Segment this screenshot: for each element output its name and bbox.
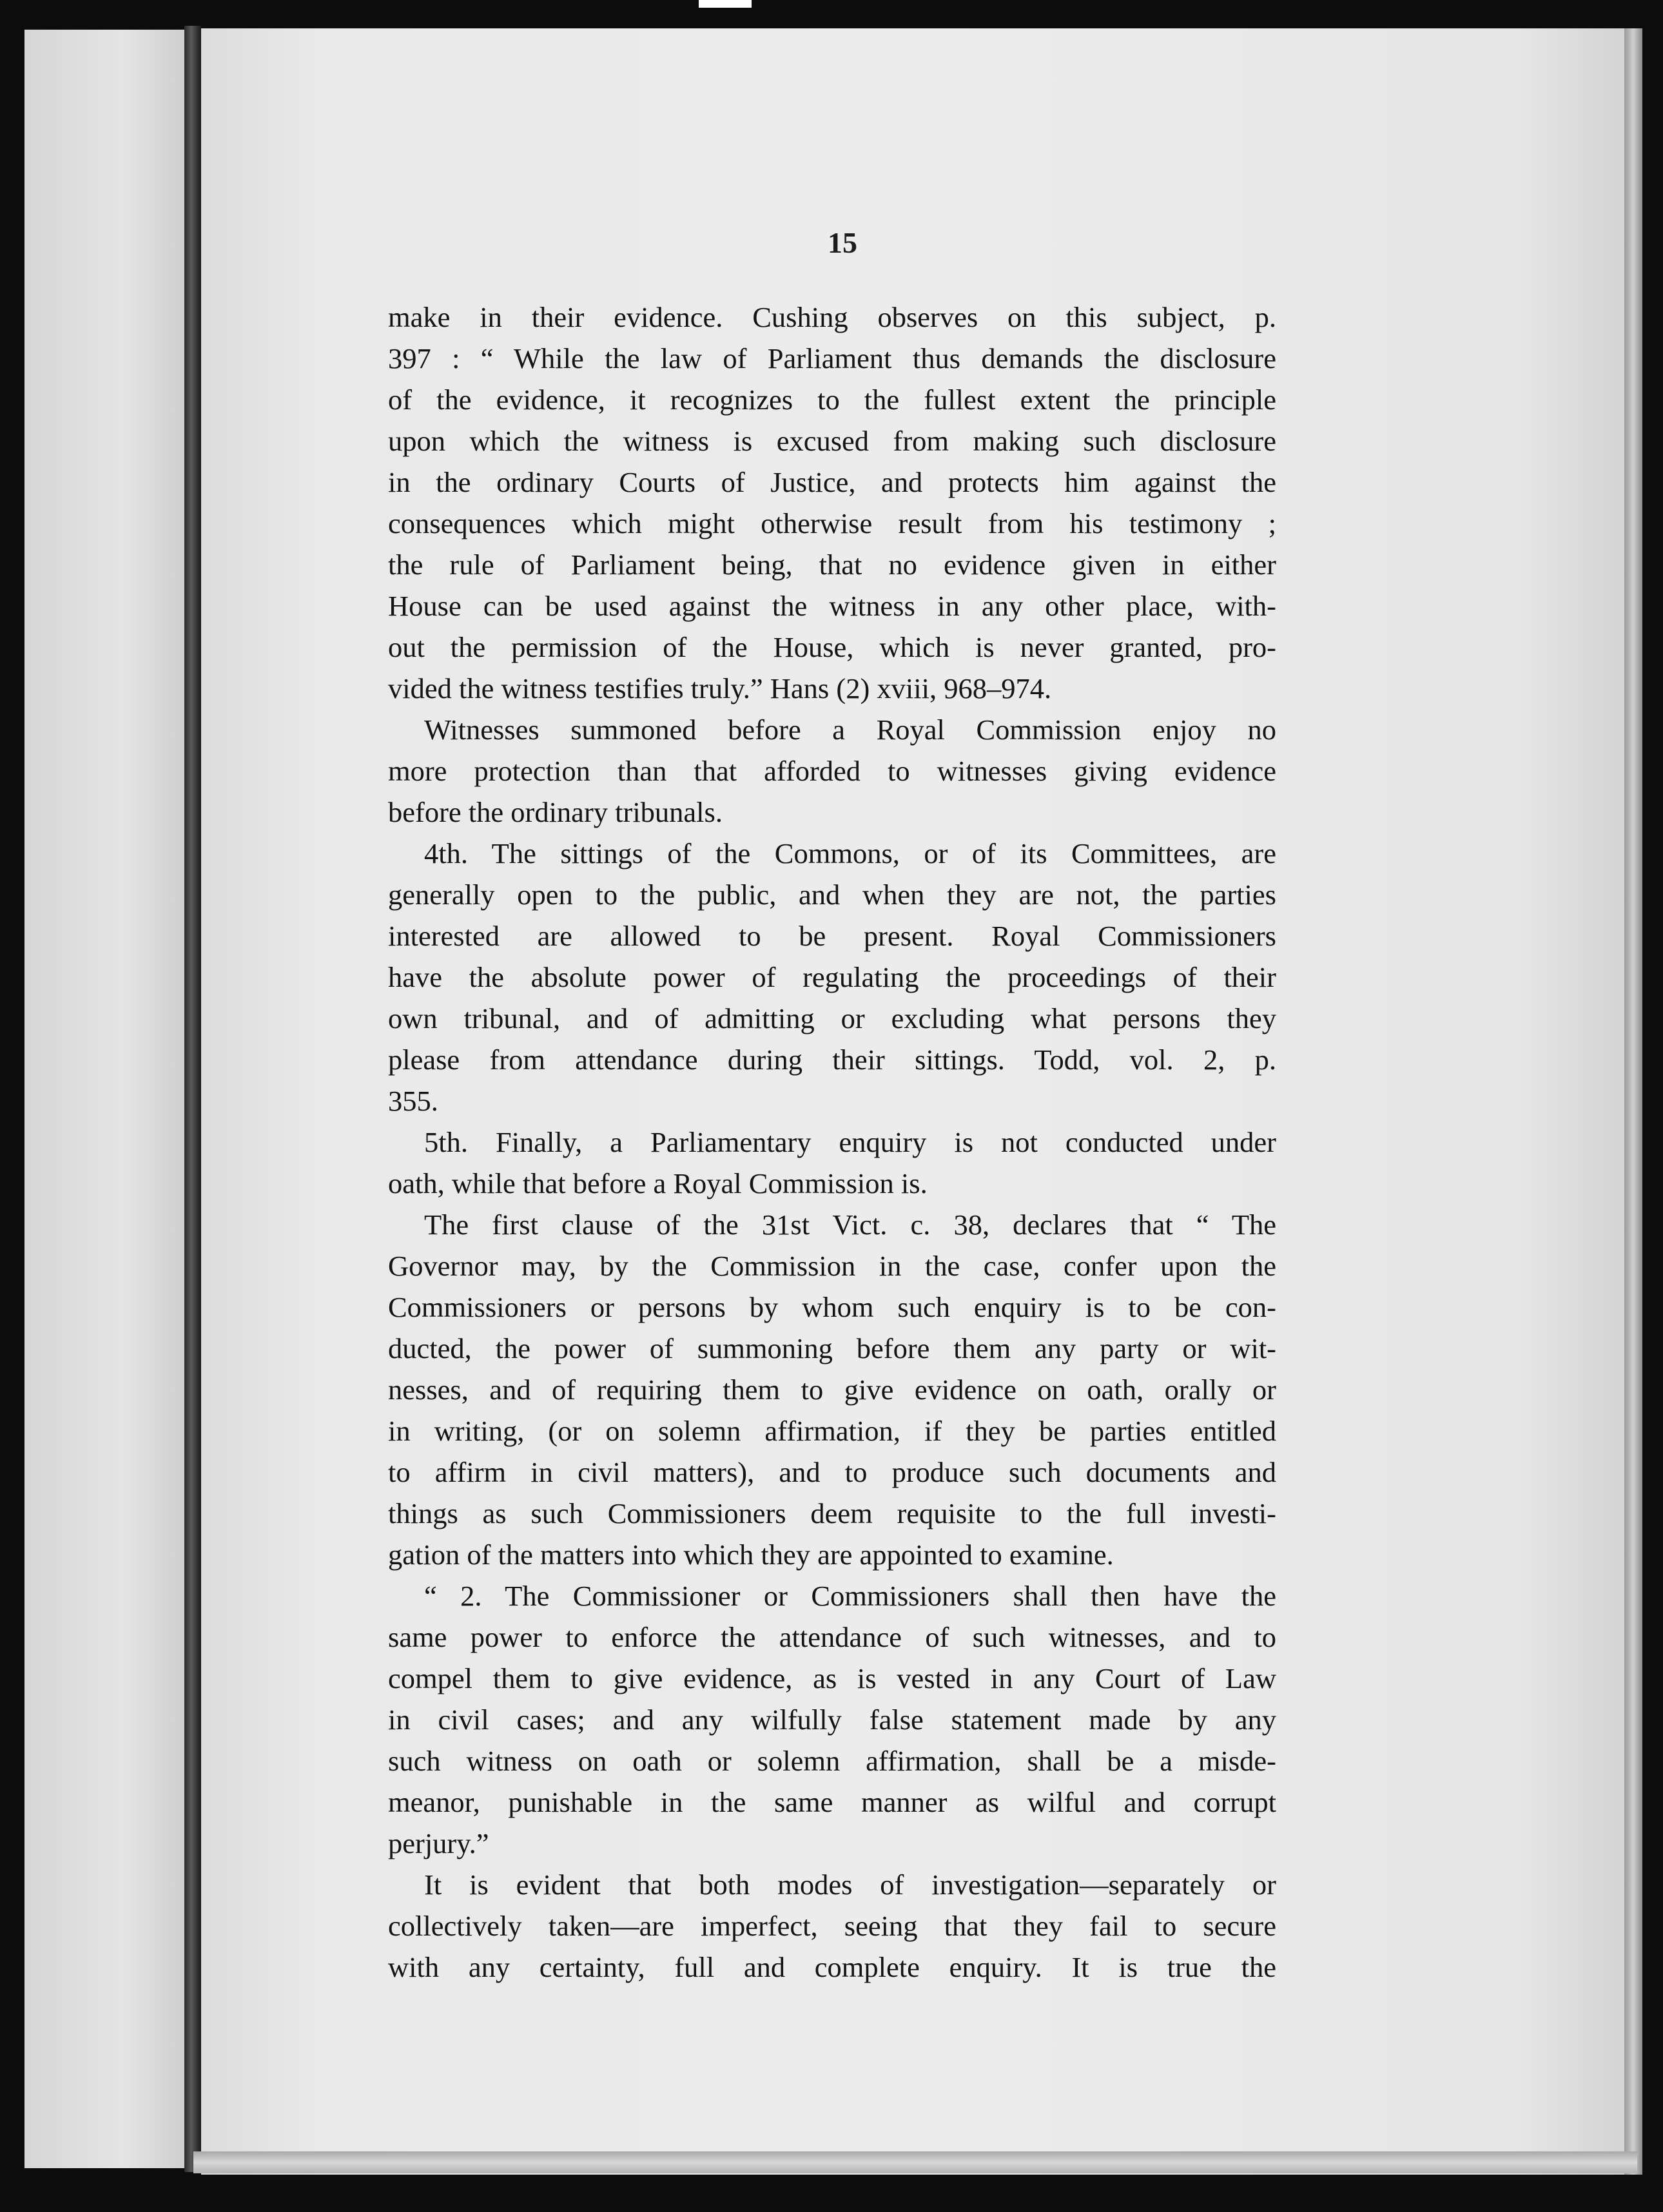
text-line: make in their evidence. Cushing observes on this subject, p. (388, 301, 1276, 333)
text-line: more protection than that afforded to witnesses giving evidence (388, 755, 1276, 787)
text-line: House can be used against the witness in any other place, with- (388, 590, 1276, 622)
text-line: with any certainty, full and complete enquiry. It is true the (388, 1951, 1276, 1983)
text-line: in writing, (or on solemn affirmation, if they be parties entitled (388, 1415, 1276, 1447)
body-text (388, 296, 1276, 1988)
text-line: gation of the matters into which they are appointed to examine. (388, 1538, 1114, 1571)
text-line: nesses, and of requiring them to give evidence on oath, orally or (388, 1373, 1276, 1406)
text-line: in the ordinary Courts of Justice, and protects him against the (388, 466, 1276, 498)
text-line: Witnesses summoned before a Royal Commission enjoy no (424, 713, 1276, 746)
text-line: Commissioners or persons by whom such enquiry is to be con- (388, 1291, 1276, 1323)
text-line: collectively taken—are imperfect, seeing that they fail to secure (388, 1910, 1276, 1942)
text-line: The first clause of the 31st Vict. c. 38, declares that “ The (424, 1208, 1276, 1241)
text-line: It is evident that both modes of investigation—separately or (424, 1868, 1276, 1901)
text-line: before the ordinary tribunals. (388, 796, 723, 828)
text-line: same power to enforce the attendance of such witnesses, and to (388, 1621, 1276, 1653)
text-line: own tribunal, and of admitting or excluding what persons they (388, 1002, 1276, 1034)
text-line: meanor, punishable in the same manner as wilful and corrupt (388, 1786, 1276, 1818)
text-line: out the permission of the House, which is never granted, pro- (388, 631, 1276, 663)
text-line: of the evidence, it recognizes to the fullest extent the principle (388, 383, 1276, 416)
text-line: 355. (388, 1085, 438, 1117)
text-line: please from attendance during their sittings. Todd, vol. 2, p. (388, 1043, 1276, 1076)
page-number: 15 (828, 226, 857, 259)
binding-edge (184, 26, 201, 2172)
text-line: such witness on oath or solemn affirmation, shall be a misde- (388, 1745, 1276, 1777)
text-line: perjury.” (388, 1827, 489, 1859)
text-line: in civil cases; and any wilfully false statement made by any (388, 1703, 1276, 1736)
text-line: generally open to the public, and when they are not, the parties (388, 878, 1276, 911)
page-bottom-edge (193, 2151, 1637, 2173)
text-line: to affirm in civil matters), and to produce such documents and (388, 1456, 1276, 1488)
text-line: consequences which might otherwise result from his testimony ; (388, 507, 1276, 539)
text-line: interested are allowed to be present. Royal Commissioners (388, 920, 1276, 952)
text-line: “ 2. The Commissioner or Commissioners shall then have the (424, 1580, 1276, 1612)
text-line: 4th. The sittings of the Commons, or of its Committees, are (424, 837, 1276, 869)
text-line: vided the witness testifies truly.” Hans (2) xviii, 968–974. (388, 672, 1052, 704)
text-line: Governor may, by the Commission in the case, confer upon the (388, 1250, 1276, 1282)
text-line: oath, while that before a Royal Commission is. (388, 1167, 928, 1199)
text-line: compel them to give evidence, as is vested in any Court of Law (388, 1662, 1276, 1694)
page-right-edge (1624, 28, 1642, 2175)
text-line: ducted, the power of summoning before them any party or wit- (388, 1332, 1276, 1364)
scan-top-mark (699, 0, 752, 8)
text-line: things as such Commissioners deem requisite to the full investi- (388, 1497, 1276, 1529)
text-line: upon which the witness is excused from making such disclosure (388, 425, 1276, 457)
text-line: the rule of Parliament being, that no evidence given in either (388, 548, 1276, 581)
text-line: 397 : “ While the law of Parliament thus demands the disclosure (388, 342, 1276, 374)
previous-page-leaf (24, 30, 187, 2168)
text-line: 5th. Finally, a Parliamentary enquiry is not conducted under (424, 1126, 1276, 1158)
text-line: have the absolute power of regulating the proceedings of their (388, 961, 1276, 993)
